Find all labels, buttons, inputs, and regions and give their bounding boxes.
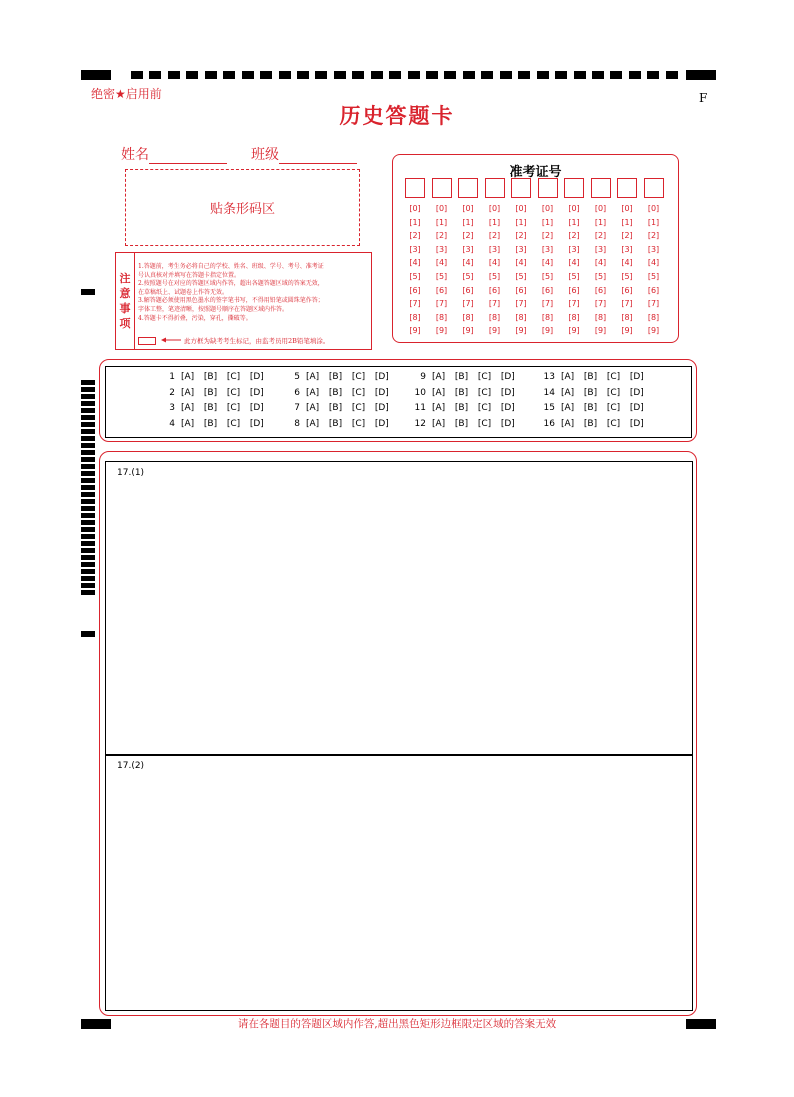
mc-question-number: 3 xyxy=(169,403,175,413)
mc-question-number: 13 xyxy=(543,372,555,382)
ticket-digit-option[interactable]: [0] xyxy=(621,204,633,213)
ticket-digit-column xyxy=(564,178,584,338)
ticket-digit-option[interactable]: [8] xyxy=(515,312,527,322)
mc-question-number: 4 xyxy=(169,418,175,429)
note-line: 字体工整，笔迹清晰，按照题号顺序在答题区域内作答。 xyxy=(138,305,289,313)
ticket-digit-grid xyxy=(405,178,664,338)
timing-dash xyxy=(389,71,401,79)
ticket-digit-option[interactable]: [7] xyxy=(435,299,448,309)
timing-dash xyxy=(518,71,530,79)
ticket-digit-option[interactable]: [3] xyxy=(488,244,501,254)
timing-dash xyxy=(666,71,678,79)
ticket-digit-column xyxy=(591,178,611,338)
version-label: F xyxy=(699,91,708,105)
mc-question-number: 5 xyxy=(294,372,300,382)
timing-dash xyxy=(592,71,604,79)
ticket-digit-option[interactable]: [1] xyxy=(647,217,660,227)
barcode-label: 贴条形码区 xyxy=(209,202,275,217)
timing-dash xyxy=(297,71,309,79)
timing-mark-left-1 xyxy=(81,289,95,295)
barcode-area xyxy=(125,169,360,246)
timing-dash xyxy=(81,513,95,518)
ticket-digit-option[interactable]: [1] xyxy=(409,217,421,227)
timing-dash xyxy=(81,380,95,385)
ticket-digit-box[interactable] xyxy=(564,178,584,198)
ticket-digit-option[interactable]: [7] xyxy=(488,299,501,309)
timing-dash xyxy=(81,471,95,476)
class-label: 班级 xyxy=(251,147,279,163)
timing-dash xyxy=(279,71,291,79)
ticket-digit-option[interactable]: [4] xyxy=(594,258,607,268)
mc-question-number: 9 xyxy=(420,372,426,382)
ticket-digit-option[interactable]: [2] xyxy=(409,231,421,241)
ticket-digit-option[interactable]: [9] xyxy=(647,326,660,336)
timing-dash xyxy=(81,562,95,567)
ticket-digit-option[interactable]: [9] xyxy=(409,326,421,336)
timing-dash xyxy=(81,408,95,413)
corner-mark-top-left xyxy=(81,70,111,80)
ticket-digit-option[interactable]: [1] xyxy=(462,217,474,227)
timing-dash xyxy=(81,534,95,539)
ticket-digit-column xyxy=(644,178,664,338)
note-line: 4.答题卡不得折叠，污染，穿孔，撕破等。 xyxy=(138,314,252,322)
ticket-digit-box[interactable] xyxy=(591,178,611,198)
mc-options[interactable]: [A] [B] [C] [D] xyxy=(432,403,515,413)
ticket-number-box xyxy=(392,154,679,343)
note-line: 在草稿纸上、试题卷上作答无效。 xyxy=(138,288,229,296)
ticket-digit-option[interactable]: [2] xyxy=(435,231,448,241)
ticket-digit-option[interactable]: [0] xyxy=(568,204,580,213)
timing-dash xyxy=(205,71,217,79)
timing-dash xyxy=(81,415,95,420)
ticket-digit-option[interactable]: [3] xyxy=(515,244,527,254)
mc-options[interactable]: [A] [B] [C] [D] xyxy=(561,403,644,413)
mc-options[interactable]: [A] [B] [C] [D] xyxy=(306,387,389,398)
ticket-digit-option[interactable]: [4] xyxy=(515,258,527,268)
timing-dash xyxy=(610,71,622,79)
mc-options[interactable]: [A] [B] [C] [D] xyxy=(561,372,644,382)
ticket-digit-option[interactable]: [4] xyxy=(435,258,448,268)
timing-dash xyxy=(555,71,567,79)
arrow-left-icon xyxy=(161,337,181,345)
timing-dash xyxy=(481,71,493,79)
mc-question[interactable] xyxy=(541,403,644,413)
timing-dash xyxy=(352,71,364,79)
ticket-digit-option[interactable]: [5] xyxy=(647,271,660,281)
ticket-digit-option[interactable]: [5] xyxy=(435,271,448,281)
ticket-digit-option[interactable]: [9] xyxy=(515,326,527,336)
mc-question[interactable] xyxy=(286,403,389,413)
ticket-digit-column xyxy=(538,178,558,338)
ticket-digit-option[interactable]: [7] xyxy=(621,299,633,309)
answer-area-17-1[interactable] xyxy=(105,461,693,756)
ticket-digit-option[interactable]: [2] xyxy=(594,231,607,241)
class-line xyxy=(279,147,357,164)
ticket-digit-option[interactable]: [6] xyxy=(568,285,580,295)
ticket-digit-option[interactable]: [6] xyxy=(541,285,554,295)
timing-dash xyxy=(81,576,95,581)
mc-question-number: 7 xyxy=(294,403,300,413)
ticket-digit-option[interactable]: [9] xyxy=(568,326,580,336)
ticket-digit-option[interactable]: [0] xyxy=(594,204,607,213)
ticket-digit-option[interactable]: [7] xyxy=(647,299,660,309)
mc-options[interactable]: [A] [B] [C] [D] xyxy=(306,418,389,429)
footer-note: 请在各题目的答题区域内作答,超出黑色矩形边框限定区域的答案无效 xyxy=(237,1018,557,1030)
ticket-digit-option[interactable]: [3] xyxy=(435,244,448,254)
timing-dash xyxy=(537,71,549,79)
ticket-digit-option[interactable]: [5] xyxy=(594,271,607,281)
mc-question[interactable] xyxy=(161,419,264,429)
ticket-digit-column xyxy=(405,178,425,338)
ticket-digit-option[interactable]: [5] xyxy=(541,271,554,281)
ticket-digit-option[interactable]: [1] xyxy=(515,217,527,227)
ticket-digit-option[interactable]: [2] xyxy=(462,231,474,241)
ticket-digit-option[interactable]: [6] xyxy=(435,285,448,295)
mc-question-number: 16 xyxy=(543,418,555,429)
mc-answer-area xyxy=(105,366,692,438)
ticket-digit-option[interactable]: [5] xyxy=(409,271,421,281)
answer-area-17-2[interactable] xyxy=(105,754,693,1011)
timing-marks-left xyxy=(81,380,95,595)
timing-dash xyxy=(186,71,198,79)
ticket-digit-option[interactable]: [0] xyxy=(647,204,660,213)
timing-dash xyxy=(81,464,95,469)
ticket-digit-option[interactable]: [4] xyxy=(621,258,633,268)
mc-question-number: 12 xyxy=(414,418,426,429)
ticket-digit-box[interactable] xyxy=(405,178,425,198)
ticket-digit-option[interactable]: [6] xyxy=(462,285,474,295)
timing-dash xyxy=(81,499,95,504)
mc-options[interactable]: [A] [B] [C] [D] xyxy=(181,372,264,382)
timing-dash xyxy=(81,478,95,483)
notes-heading: 注 意 事 项 xyxy=(116,253,135,349)
ticket-digit-option[interactable]: [3] xyxy=(647,244,660,254)
ticket-digit-option[interactable]: [3] xyxy=(594,244,607,254)
ticket-digit-option[interactable]: [9] xyxy=(541,326,554,336)
mc-question[interactable] xyxy=(541,419,644,429)
ticket-digit-option[interactable]: [2] xyxy=(568,231,580,241)
mc-options[interactable]: [A] [B] [C] [D] xyxy=(432,372,515,382)
ticket-digit-option[interactable]: [2] xyxy=(621,231,633,241)
timing-dash xyxy=(81,394,95,399)
mc-options[interactable]: [A] [B] [C] [D] xyxy=(181,418,264,429)
ticket-digit-option[interactable]: [9] xyxy=(488,326,501,336)
timing-dash xyxy=(81,583,95,588)
ticket-digit-option[interactable]: [8] xyxy=(621,312,633,322)
ticket-digit-option[interactable]: [4] xyxy=(647,258,660,268)
ticket-digit-option[interactable]: [9] xyxy=(462,326,474,336)
timing-dash xyxy=(81,569,95,574)
mc-question[interactable] xyxy=(412,403,515,413)
ticket-digit-option[interactable]: [4] xyxy=(541,258,554,268)
timing-dash xyxy=(242,71,254,79)
name-field[interactable] xyxy=(121,144,227,164)
timing-dash xyxy=(647,71,659,79)
ticket-digit-column xyxy=(485,178,505,338)
mc-options[interactable]: [A] [B] [C] [D] xyxy=(561,418,644,429)
ticket-digit-option[interactable]: [5] xyxy=(462,271,474,281)
name-line xyxy=(149,147,227,164)
timing-dash xyxy=(371,71,383,79)
ticket-digit-option[interactable]: [0] xyxy=(541,204,554,213)
timing-dash xyxy=(81,450,95,455)
ticket-digit-option[interactable]: [8] xyxy=(462,312,474,322)
timing-dash xyxy=(81,555,95,560)
ticket-digit-option[interactable]: [9] xyxy=(435,326,448,336)
corner-mark-top-right xyxy=(686,70,716,80)
ticket-digit-option[interactable]: [3] xyxy=(568,244,580,254)
timing-dash xyxy=(81,548,95,553)
ticket-digit-option[interactable]: [6] xyxy=(515,285,527,295)
ticket-digit-option[interactable]: [5] xyxy=(488,271,501,281)
note-line: 号认真核对并填写在答题卡指定位置。 xyxy=(138,271,241,279)
ticket-digit-option[interactable]: [1] xyxy=(621,217,633,227)
ticket-digit-option[interactable]: [9] xyxy=(594,326,607,336)
timing-dash xyxy=(81,443,95,448)
timing-dash xyxy=(81,485,95,490)
class-field[interactable] xyxy=(251,144,357,164)
mc-options[interactable]: [A] [B] [C] [D] xyxy=(561,387,644,398)
ticket-digit-box[interactable] xyxy=(617,178,637,198)
note-line: 2.按照题号在对应的答题区域内作答，超出各题答题区域的答案无效， xyxy=(138,280,324,288)
mc-question-number: 8 xyxy=(294,418,300,429)
timing-mark-left-2 xyxy=(81,631,95,637)
mc-options[interactable]: [A] [B] [C] [D] xyxy=(181,387,264,398)
ticket-digit-option[interactable]: [3] xyxy=(621,244,633,254)
ticket-digit-option[interactable]: [1] xyxy=(568,217,580,227)
timing-dash xyxy=(81,506,95,511)
ticket-digit-option[interactable]: [7] xyxy=(541,299,554,309)
mc-options[interactable]: [A] [B] [C] [D] xyxy=(306,403,389,413)
mc-question[interactable] xyxy=(286,419,389,429)
ticket-digit-option[interactable]: [8] xyxy=(409,312,421,322)
timing-dash xyxy=(81,541,95,546)
ticket-digit-column xyxy=(617,178,637,338)
ticket-digit-box[interactable] xyxy=(458,178,478,198)
page-title: 历史答题卡 xyxy=(339,104,455,128)
ticket-digit-option[interactable]: [7] xyxy=(515,299,527,309)
note-line: 3.解答题必须使用黑色墨水的签字笔书写，不得用铅笔或圆珠笔作答； xyxy=(138,297,324,305)
ticket-digit-option[interactable]: [4] xyxy=(568,258,580,268)
ticket-digit-box[interactable] xyxy=(538,178,558,198)
timing-dash xyxy=(223,71,235,79)
timing-dash xyxy=(463,71,475,79)
mc-question[interactable] xyxy=(286,372,389,382)
ticket-digit-box[interactable] xyxy=(511,178,531,198)
ticket-digit-option[interactable]: [0] xyxy=(409,204,421,213)
timing-dash xyxy=(149,71,161,79)
ticket-digit-option[interactable]: [2] xyxy=(488,231,501,241)
mc-question-number: 10 xyxy=(414,387,426,398)
mc-options[interactable]: [A] [B] [C] [D] xyxy=(306,372,389,382)
mc-question[interactable] xyxy=(541,372,644,382)
timing-dash xyxy=(81,520,95,525)
timing-dash xyxy=(81,492,95,497)
ticket-digit-option[interactable]: [0] xyxy=(515,204,527,213)
ticket-digit-option[interactable]: [3] xyxy=(462,244,474,254)
ticket-digit-option[interactable]: [2] xyxy=(647,231,660,241)
ticket-digit-option[interactable]: [0] xyxy=(488,204,501,213)
timing-dash xyxy=(426,71,438,79)
ticket-digit-option[interactable]: [8] xyxy=(435,312,448,322)
timing-dash xyxy=(574,71,586,79)
timing-dash xyxy=(81,527,95,532)
ticket-digit-option[interactable]: [3] xyxy=(541,244,554,254)
ticket-digit-column xyxy=(511,178,531,338)
ticket-digit-box[interactable] xyxy=(432,178,452,198)
name-label: 姓名 xyxy=(121,147,149,163)
ticket-digit-option[interactable]: [8] xyxy=(488,312,501,322)
timing-dash xyxy=(81,590,95,595)
question-label-17-2: 17.(2) xyxy=(117,761,145,771)
mc-question[interactable] xyxy=(161,403,264,413)
timing-dash xyxy=(81,457,95,462)
question-label-17-1: 17.(1) xyxy=(117,468,145,478)
ticket-digit-option[interactable]: [1] xyxy=(435,217,448,227)
ticket-digit-option[interactable]: [8] xyxy=(647,312,660,322)
timing-dash xyxy=(315,71,327,79)
ticket-digit-option[interactable]: [6] xyxy=(488,285,501,295)
ticket-digit-option[interactable]: [7] xyxy=(409,299,421,309)
ticket-digit-option[interactable]: [4] xyxy=(488,258,501,268)
ticket-digit-option[interactable]: [0] xyxy=(435,204,448,213)
ticket-digit-option[interactable]: [1] xyxy=(541,217,554,227)
notes-list xyxy=(138,263,370,323)
mc-question-number: 2 xyxy=(169,387,175,398)
ticket-digit-option[interactable]: [8] xyxy=(541,312,554,322)
timing-dash xyxy=(81,436,95,441)
ticket-digit-option[interactable]: [6] xyxy=(647,285,660,295)
timing-dash xyxy=(260,71,272,79)
timing-dash xyxy=(334,71,346,79)
mc-options[interactable]: [A] [B] [C] [D] xyxy=(432,387,515,398)
mc-question-number: 11 xyxy=(414,403,426,413)
ticket-digit-option[interactable]: [6] xyxy=(594,285,607,295)
ticket-title: 准考证号 xyxy=(509,165,562,180)
mc-question-number: 1 xyxy=(169,372,175,382)
timing-dash xyxy=(500,71,512,79)
absent-checkbox[interactable] xyxy=(138,337,156,345)
ticket-digit-option[interactable]: [9] xyxy=(621,326,633,336)
ticket-digit-option[interactable]: [4] xyxy=(462,258,474,268)
timing-dash xyxy=(629,71,641,79)
notes-box xyxy=(115,252,372,350)
ticket-digit-option[interactable]: [7] xyxy=(462,299,474,309)
ticket-digit-option[interactable]: [6] xyxy=(409,285,421,295)
ticket-digit-option[interactable]: [8] xyxy=(568,312,580,322)
mc-options[interactable]: [A] [B] [C] [D] xyxy=(432,418,515,429)
ticket-digit-column xyxy=(432,178,452,338)
ticket-digit-box[interactable] xyxy=(644,178,664,198)
ticket-digit-option[interactable]: [5] xyxy=(515,271,527,281)
ticket-digit-box[interactable] xyxy=(485,178,505,198)
mc-question[interactable] xyxy=(161,388,264,398)
timing-dash xyxy=(444,71,456,79)
mc-question[interactable] xyxy=(161,372,264,382)
ticket-digit-option[interactable]: [2] xyxy=(541,231,554,241)
absent-note: 此方框为缺考考生标记，由监考员用2B铅笔填涂。 xyxy=(184,337,330,345)
ticket-digit-option[interactable]: [7] xyxy=(568,299,580,309)
timing-dash xyxy=(81,401,95,406)
timing-dash xyxy=(408,71,420,79)
ticket-digit-option[interactable]: [7] xyxy=(594,299,607,309)
ticket-digit-option[interactable]: [0] xyxy=(462,204,474,213)
timing-dash xyxy=(131,71,143,79)
ticket-digit-option[interactable]: [8] xyxy=(594,312,607,322)
mc-question-number: 14 xyxy=(543,387,555,398)
mc-question[interactable] xyxy=(412,372,515,382)
ticket-digit-option[interactable]: [5] xyxy=(568,271,580,281)
note-line: 1.答题前，考生务必将自己的学校、姓名、班级、学号、考号、准考证 xyxy=(138,263,324,270)
timing-dash xyxy=(81,387,95,392)
mc-options[interactable]: [A] [B] [C] [D] xyxy=(181,403,264,413)
timing-dash xyxy=(168,71,180,79)
mc-question-number: 15 xyxy=(543,403,555,413)
ticket-digit-option[interactable]: [1] xyxy=(594,217,607,227)
timing-dash xyxy=(81,422,95,427)
confidential-label: 绝密★启用前 xyxy=(91,87,162,101)
mc-question[interactable] xyxy=(541,388,644,398)
ticket-digit-column xyxy=(458,178,478,338)
ticket-digit-option[interactable]: [4] xyxy=(409,258,421,268)
absent-mark-row xyxy=(138,336,370,345)
mc-question[interactable] xyxy=(412,419,515,429)
ticket-digit-option[interactable]: [5] xyxy=(621,271,633,281)
timing-dash xyxy=(81,429,95,434)
ticket-digit-option[interactable]: [2] xyxy=(515,231,527,241)
ticket-digit-option[interactable]: [3] xyxy=(409,244,421,254)
ticket-digit-option[interactable]: [6] xyxy=(621,285,633,295)
timing-marks-top xyxy=(131,71,678,79)
mc-question-number: 6 xyxy=(294,387,300,398)
ticket-digit-option[interactable]: [1] xyxy=(488,217,501,227)
mc-question[interactable] xyxy=(286,388,389,398)
mc-question[interactable] xyxy=(412,388,515,398)
